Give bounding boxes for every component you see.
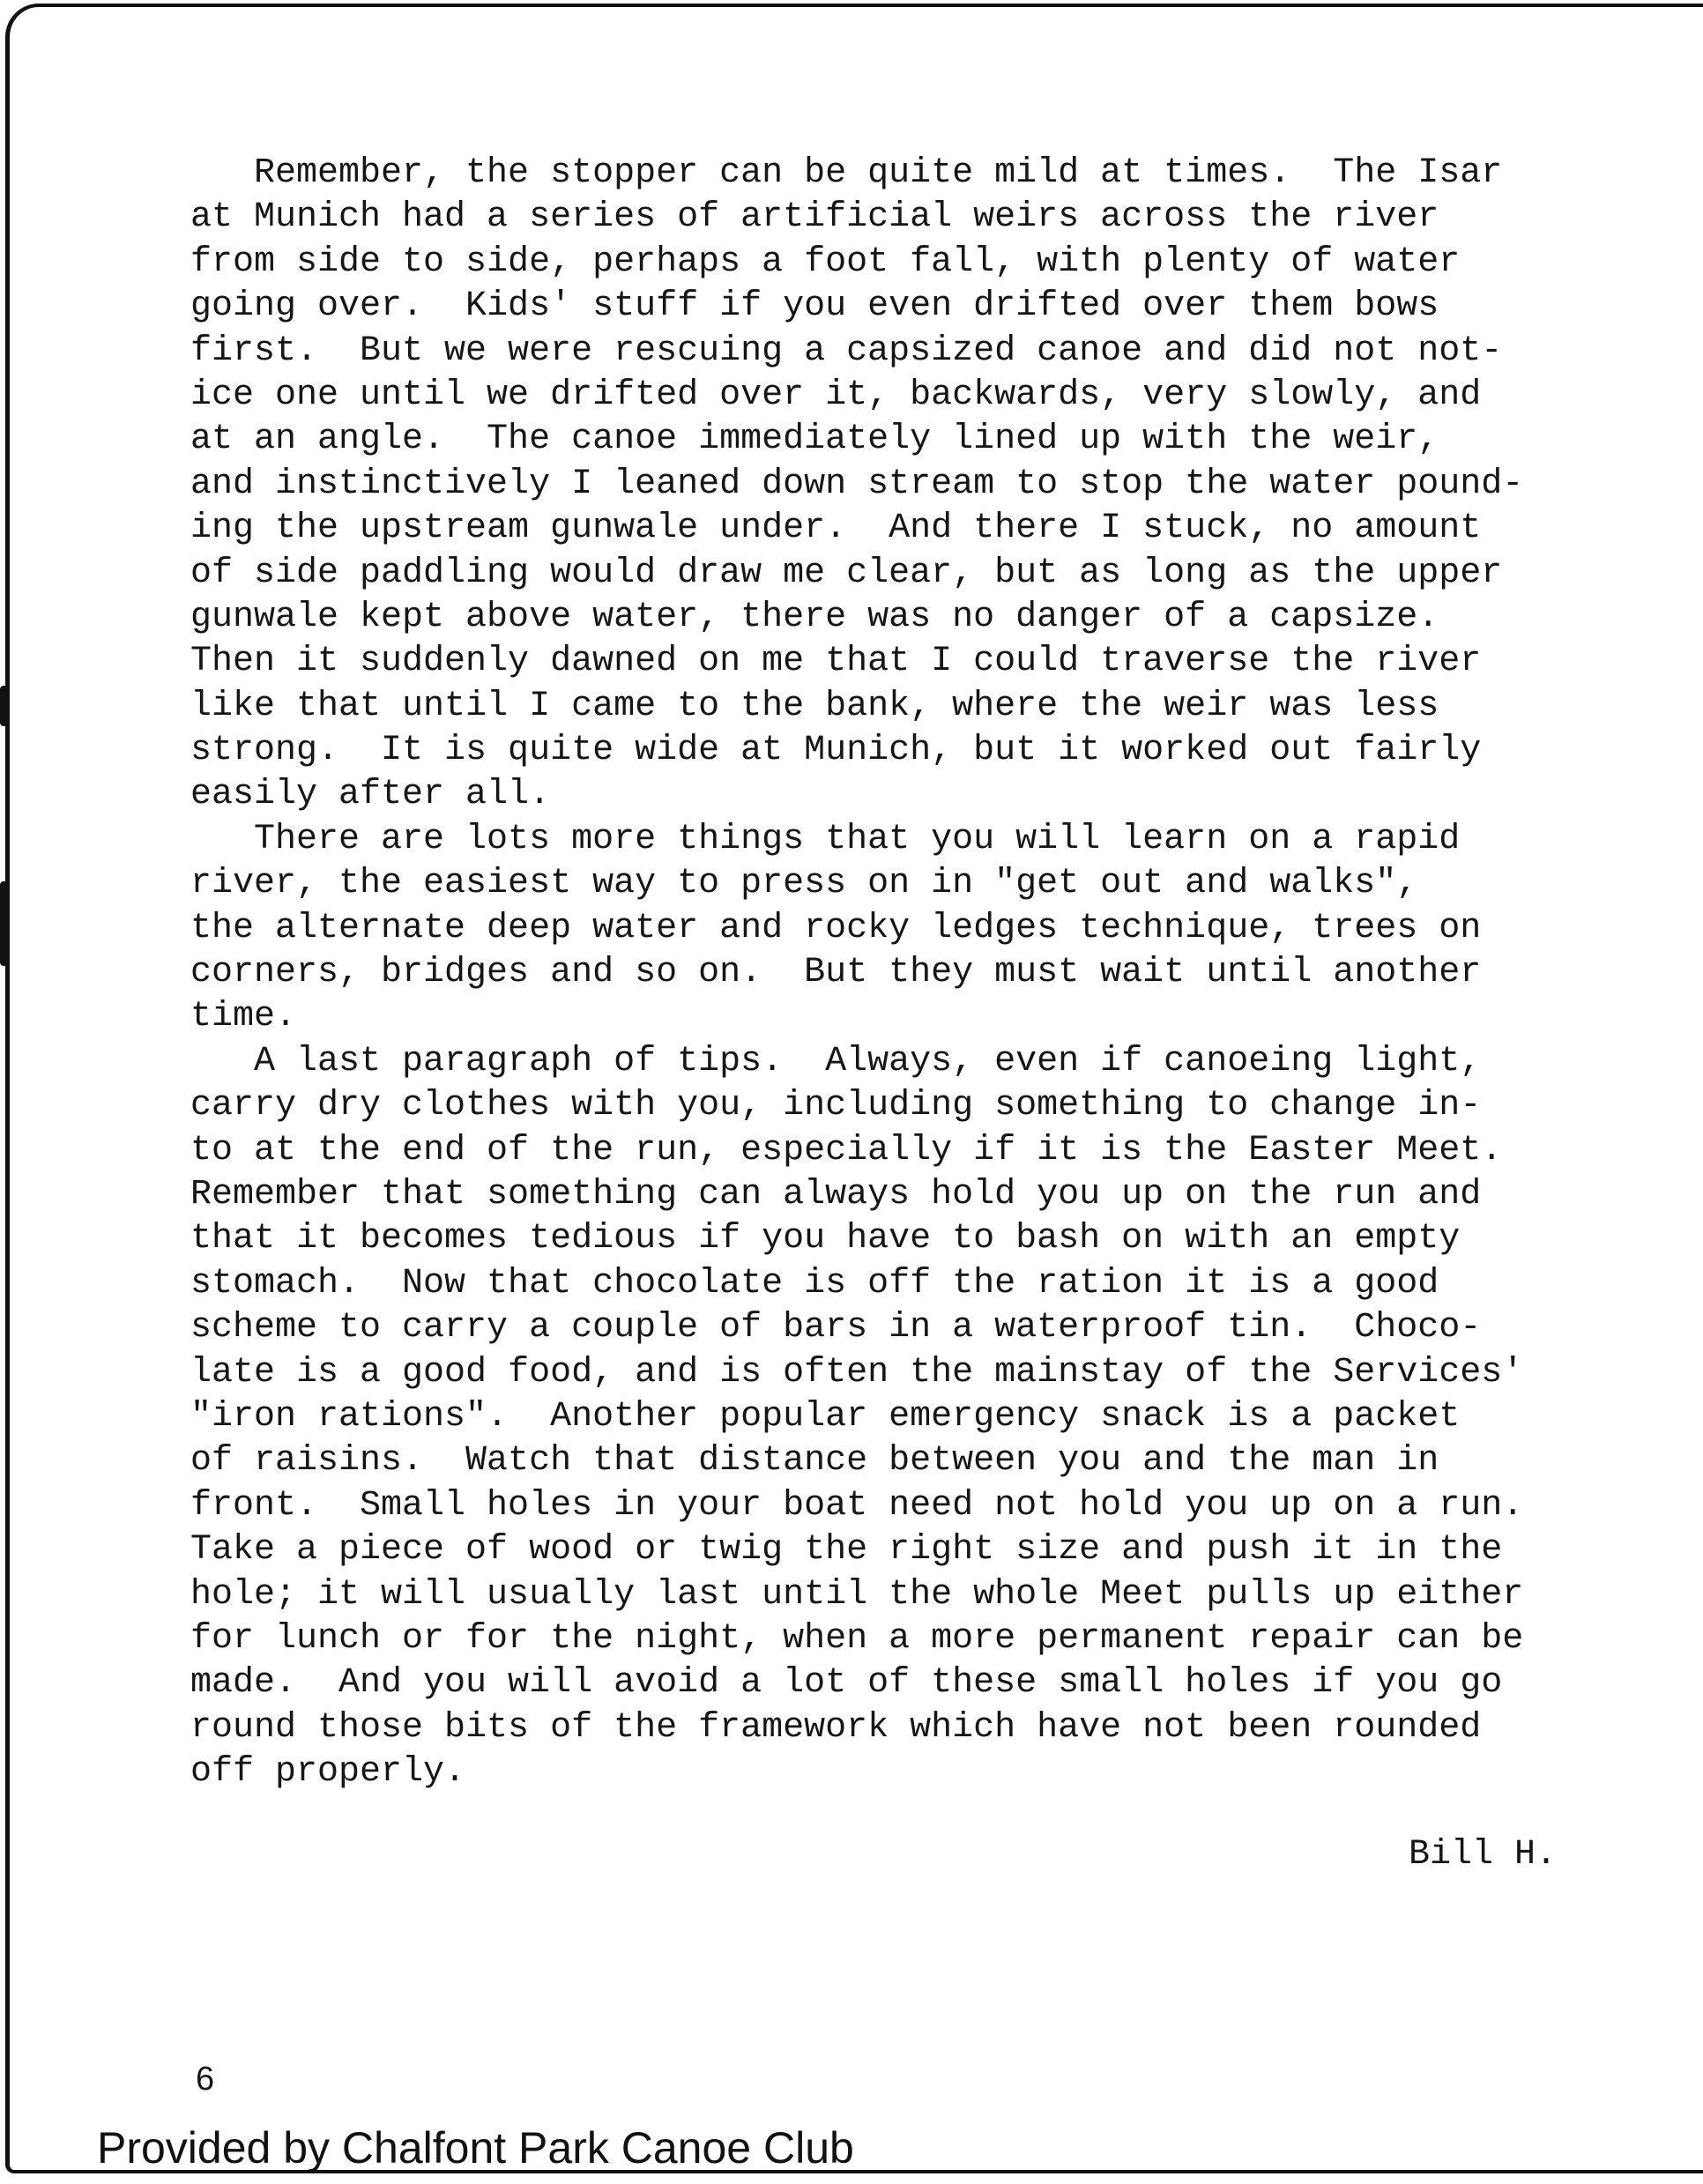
text-line: late is a good food, and is often the mainstay of the Services' (190, 1352, 1524, 1393)
text-line: off properly. (190, 1752, 466, 1793)
text-line: easily after all. (190, 775, 551, 815)
paragraph (190, 818, 1610, 1040)
text-line: round those bits of the framework which have not been rounded (190, 1707, 1482, 1748)
text-line: going over. Kids' stuff if you even drifted over them bows (190, 286, 1439, 327)
text-line: There are lots more things that you will learn on a rapid (190, 819, 1461, 859)
text-line: at Munich had a series of artificial weirs across the river (190, 197, 1439, 238)
paragraph (190, 1040, 1610, 1795)
text-line: Remember, the stopper can be quite mild at times. The Isar (190, 153, 1503, 193)
paragraph (190, 152, 1610, 818)
article-body (190, 152, 1610, 1794)
text-line: the alternate deep water and rocky ledges technique, trees on (190, 908, 1482, 948)
text-line: ice one until we drifted over it, backwards, very slowly, and (190, 375, 1482, 415)
text-line: "iron rations". Another popular emergency snack is a packet (190, 1396, 1461, 1437)
provider-credit: Provided by Chalfont Park Canoe Club (97, 2123, 854, 2173)
text-line: front. Small holes in your boat need not hold you up on a run. (190, 1485, 1524, 1526)
text-line: river, the easiest way to press on in "get out and walks", (190, 864, 1418, 904)
text-line: strong. It is quite wide at Munich, but it worked out fairly (190, 731, 1482, 771)
text-line: and instinctively I leaned down stream to stop the water pound- (190, 464, 1524, 504)
margin-mark (0, 686, 8, 726)
text-line: scheme to carry a couple of bars in a waterproof tin. Choco- (190, 1308, 1482, 1348)
author-signature: Bill H. (1409, 1835, 1558, 1875)
text-line: carry dry clothes with you, including something to change in- (190, 1086, 1482, 1126)
text-line: ing the upstream gunwale under. And there I stuck, no amount (190, 509, 1482, 549)
text-line: of raisins. Watch that distance between you and the man in (190, 1441, 1439, 1482)
text-line: made. And you will avoid a lot of these small holes if you go (190, 1663, 1503, 1704)
text-line: A last paragraph of tips. Always, even if canoeing light, (190, 1041, 1482, 1081)
text-line: from side to side, perhaps a foot fall, with plenty of water (190, 241, 1461, 282)
text-line: Then it suddenly dawned on me that I could traverse the river (190, 642, 1482, 682)
text-line: time. (190, 997, 297, 1037)
margin-mark (0, 881, 8, 966)
text-line: first. But we were rescuing a capsized canoe and did not not- (190, 331, 1503, 371)
text-line: hole; it will usually last until the whole Meet pulls up either (190, 1574, 1524, 1615)
text-line: of side paddling would draw me clear, but as long as the upper (190, 553, 1503, 593)
page-number: 6 (196, 2061, 215, 2098)
text-line: Remember that something can always hold you up on the run and (190, 1174, 1482, 1215)
text-line: corners, bridges and so on. But they must wait until another (190, 953, 1482, 993)
text-line: Take a piece of wood or twig the right size and push it in the (190, 1530, 1503, 1571)
text-line: to at the end of the run, especially if it is the Easter Meet. (190, 1130, 1503, 1170)
text-line: at an angle. The canoe immediately lined up with the weir, (190, 420, 1439, 460)
text-line: like that until I came to the bank, where the weir was less (190, 686, 1439, 726)
text-line: gunwale kept above water, there was no danger of a capsize. (190, 597, 1439, 637)
text-line: that it becomes tedious if you have to bash on with an empty (190, 1219, 1461, 1259)
text-line: stomach. Now that chocolate is off the ration it is a good (190, 1263, 1439, 1304)
text-line: for lunch or for the night, when a more permanent repair can be (190, 1618, 1524, 1659)
